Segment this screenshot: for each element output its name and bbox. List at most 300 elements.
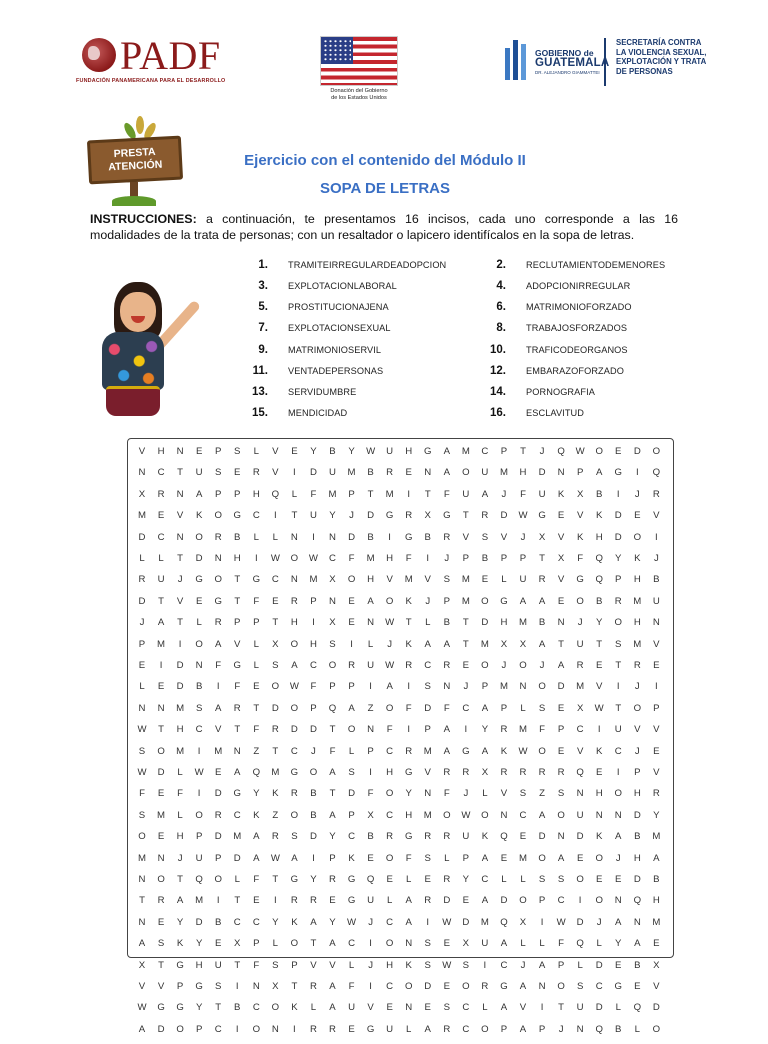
grid-letter[interactable]: V [519,1002,527,1014]
grid-letter[interactable]: T [177,467,184,479]
grid-letter[interactable]: F [253,724,260,736]
grid-letter[interactable]: T [462,510,469,522]
grid-letter[interactable]: R [557,767,565,778]
grid-letter[interactable]: M [652,916,661,928]
grid-letter[interactable]: J [558,1023,564,1035]
grid-letter[interactable]: R [309,895,317,907]
grid-letter[interactable]: M [576,681,585,693]
grid-letter[interactable]: S [576,981,584,992]
grid-letter[interactable]: T [558,1002,565,1014]
grid-letter[interactable]: W [347,916,357,928]
grid-letter[interactable]: R [252,467,260,479]
grid-letter[interactable]: S [424,959,431,971]
grid-letter[interactable]: T [177,617,184,629]
grid-letter[interactable]: N [138,874,146,885]
grid-letter[interactable]: P [253,617,260,629]
grid-letter[interactable]: X [138,959,146,971]
grid-letter[interactable]: M [519,617,527,629]
grid-letter[interactable]: M [423,745,432,757]
grid-letter[interactable]: C [481,446,489,457]
grid-letter[interactable]: P [195,831,203,843]
grid-letter[interactable]: D [652,1002,660,1014]
grid-letter[interactable]: I [350,638,353,650]
grid-letter[interactable]: O [290,702,299,714]
grid-letter[interactable]: N [138,916,146,928]
grid-letter[interactable]: W [385,660,395,671]
grid-letter[interactable]: P [500,446,508,457]
grid-letter[interactable]: Y [348,446,355,457]
grid-letter[interactable]: G [157,1002,165,1014]
grid-letter[interactable]: S [214,467,222,479]
grid-letter[interactable]: V [424,574,431,586]
grid-letter[interactable]: F [215,660,222,671]
grid-letter[interactable]: K [291,1002,298,1014]
grid-letter[interactable]: C [157,531,165,543]
grid-letter[interactable]: F [348,981,355,992]
grid-letter[interactable]: A [214,702,222,714]
grid-letter[interactable]: O [557,809,565,821]
grid-letter[interactable]: P [234,617,241,629]
grid-letter[interactable]: T [215,1002,222,1014]
grid-letter[interactable]: P [348,809,355,821]
grid-letter[interactable]: Q [595,574,603,586]
grid-letter[interactable]: W [137,724,147,736]
grid-letter[interactable]: O [462,467,470,479]
grid-letter[interactable]: J [501,488,507,500]
grid-letter[interactable]: J [596,916,602,928]
grid-letter[interactable]: N [329,595,336,607]
grid-letter[interactable]: O [252,1023,261,1035]
grid-letter[interactable]: I [369,767,372,778]
grid-letter[interactable]: A [329,809,336,821]
grid-letter[interactable]: A [195,488,203,500]
grid-letter[interactable]: M [195,895,204,907]
grid-letter[interactable]: R [443,531,451,543]
grid-letter[interactable]: X [653,959,660,971]
grid-letter[interactable]: R [309,1023,317,1035]
grid-letter[interactable]: C [386,916,394,928]
grid-letter[interactable]: O [404,981,413,992]
grid-letter[interactable]: M [652,831,661,843]
grid-letter[interactable]: Z [539,788,545,800]
grid-letter[interactable]: S [615,638,622,650]
grid-letter[interactable]: M [138,852,146,864]
grid-letter[interactable]: A [214,638,222,650]
grid-letter[interactable]: J [139,617,145,629]
grid-letter[interactable]: W [270,553,280,564]
grid-letter[interactable]: N [633,916,641,928]
grid-letter[interactable]: P [348,681,355,693]
grid-letter[interactable]: Y [462,874,470,885]
grid-letter[interactable]: X [557,553,565,564]
grid-letter[interactable]: O [576,595,584,607]
grid-letter[interactable]: V [557,531,565,543]
grid-letter[interactable]: B [234,531,241,543]
grid-letter[interactable]: B [653,874,660,885]
grid-letter[interactable]: J [387,638,393,650]
grid-letter[interactable]: H [633,574,641,586]
grid-letter[interactable]: W [575,446,585,457]
grid-letter[interactable]: E [234,467,241,479]
grid-letter[interactable]: E [157,681,165,693]
grid-letter[interactable]: O [138,831,146,843]
grid-letter[interactable]: V [214,724,222,736]
grid-letter[interactable]: N [424,788,432,800]
grid-letter[interactable]: P [329,852,336,864]
grid-letter[interactable]: D [576,916,584,928]
grid-letter[interactable]: I [616,767,620,778]
grid-letter[interactable]: V [272,467,279,479]
grid-letter[interactable]: E [157,510,165,522]
grid-letter[interactable]: G [195,574,203,586]
grid-letter[interactable]: G [404,767,413,778]
grid-letter[interactable]: Q [652,467,661,479]
grid-letter[interactable]: E [615,874,622,885]
grid-letter[interactable]: N [195,660,203,671]
grid-letter[interactable]: I [235,981,239,992]
grid-letter[interactable]: Y [405,788,412,800]
grid-letter[interactable]: T [272,617,279,629]
grid-letter[interactable]: I [216,895,220,907]
grid-letter[interactable]: Q [500,831,508,843]
grid-letter[interactable]: W [308,553,318,564]
grid-letter[interactable]: O [595,446,603,457]
grid-letter[interactable]: N [614,895,622,907]
grid-letter[interactable]: A [386,681,393,693]
grid-letter[interactable]: I [407,724,411,736]
grid-letter[interactable]: C [290,745,298,757]
grid-letter[interactable]: O [385,788,394,800]
grid-letter[interactable]: L [253,638,259,650]
grid-letter[interactable]: O [519,895,527,907]
grid-letter[interactable]: T [158,959,164,971]
grid-letter[interactable]: M [385,488,394,500]
grid-letter[interactable]: D [576,831,584,843]
grid-letter[interactable]: L [615,1002,621,1014]
grid-letter[interactable]: A [443,446,450,457]
grid-letter[interactable]: D [309,831,317,843]
grid-letter[interactable]: C [252,1002,260,1014]
grid-letter[interactable]: C [462,1023,470,1035]
grid-letter[interactable]: I [426,553,430,564]
grid-letter[interactable]: D [176,681,184,693]
grid-letter[interactable]: R [652,488,660,500]
grid-letter[interactable]: S [234,446,241,457]
grid-letter[interactable]: B [634,831,641,843]
grid-letter[interactable]: A [157,617,165,629]
grid-letter[interactable]: E [348,1023,355,1035]
grid-letter[interactable]: H [252,488,260,500]
grid-letter[interactable]: V [653,638,660,650]
grid-letter[interactable]: E [595,660,603,671]
grid-letter[interactable]: D [595,959,603,971]
grid-letter[interactable]: R [424,895,432,907]
grid-letter[interactable]: N [424,467,432,479]
grid-letter[interactable]: P [234,488,241,500]
grid-letter[interactable]: E [557,510,565,522]
grid-letter[interactable]: Y [615,553,622,564]
grid-letter[interactable]: A [405,916,412,928]
grid-letter[interactable]: E [253,681,260,693]
grid-letter[interactable]: K [195,510,203,522]
grid-letter[interactable]: X [329,574,336,586]
grid-letter[interactable]: E [348,595,355,607]
grid-letter[interactable]: L [272,531,279,543]
grid-letter[interactable]: B [424,531,431,543]
grid-letter[interactable]: T [253,702,260,714]
grid-letter[interactable]: S [424,938,431,950]
grid-letter[interactable]: E [405,467,412,479]
grid-letter[interactable]: X [519,916,527,928]
grid-letter[interactable]: E [653,938,660,950]
grid-letter[interactable]: G [252,574,261,586]
grid-letter[interactable]: P [176,981,184,992]
grid-letter[interactable]: L [539,938,545,950]
grid-letter[interactable]: P [329,681,336,693]
grid-letter[interactable]: U [538,488,546,500]
grid-letter[interactable]: E [481,574,489,586]
grid-letter[interactable]: J [577,617,583,629]
grid-letter[interactable]: T [272,745,279,757]
grid-letter[interactable]: U [214,959,222,971]
grid-letter[interactable]: L [520,702,526,714]
grid-letter[interactable]: V [424,767,431,778]
grid-letter[interactable]: R [633,660,641,671]
grid-letter[interactable]: H [290,617,298,629]
grid-letter[interactable]: E [615,959,622,971]
grid-letter[interactable]: C [519,809,527,821]
grid-letter[interactable]: T [596,638,603,650]
grid-letter[interactable]: R [309,981,317,992]
grid-letter[interactable]: O [157,745,165,757]
grid-letter[interactable]: I [407,488,411,500]
grid-letter[interactable]: G [214,595,222,607]
grid-letter[interactable]: I [483,959,487,971]
grid-letter[interactable]: E [462,895,470,907]
grid-letter[interactable]: D [538,831,546,843]
grid-letter[interactable]: E [272,595,279,607]
grid-letter[interactable]: B [615,1023,622,1035]
grid-letter[interactable]: O [271,1002,280,1014]
grid-letter[interactable]: D [424,702,432,714]
grid-letter[interactable]: P [462,553,470,564]
grid-letter[interactable]: S [557,874,565,885]
grid-letter[interactable]: J [539,660,545,671]
grid-letter[interactable]: R [481,981,489,992]
grid-letter[interactable]: U [195,467,203,479]
grid-letter[interactable]: C [195,724,203,736]
grid-letter[interactable]: T [177,874,184,885]
grid-letter[interactable]: L [520,938,526,950]
grid-letter[interactable]: D [500,510,508,522]
grid-letter[interactable]: P [214,488,222,500]
grid-letter[interactable]: N [557,617,565,629]
grid-letter[interactable]: R [538,574,546,586]
grid-letter[interactable]: E [157,916,165,928]
grid-letter[interactable]: I [274,510,277,522]
grid-letter[interactable]: V [557,574,565,586]
grid-letter[interactable]: C [233,916,241,928]
grid-letter[interactable]: X [367,809,374,821]
grid-letter[interactable]: V [138,981,146,992]
grid-letter[interactable]: L [272,938,279,950]
grid-letter[interactable]: R [214,809,222,821]
grid-letter[interactable]: A [138,1023,146,1035]
grid-letter[interactable]: D [214,788,222,800]
grid-letter[interactable]: R [614,595,622,607]
grid-letter[interactable]: S [538,702,546,714]
grid-letter[interactable]: C [500,959,508,971]
grid-letter[interactable]: E [634,981,641,992]
grid-letter[interactable]: R [290,788,298,800]
grid-letter[interactable]: T [234,895,241,907]
grid-letter[interactable]: E [634,510,641,522]
grid-letter[interactable]: J [177,574,183,586]
grid-letter[interactable]: T [310,938,317,950]
grid-letter[interactable]: F [443,702,450,714]
grid-letter[interactable]: C [271,574,279,586]
grid-letter[interactable]: D [614,531,622,543]
grid-letter[interactable]: N [557,467,565,479]
grid-letter[interactable]: I [369,681,372,693]
grid-letter[interactable]: T [234,595,241,607]
grid-letter[interactable]: A [329,938,336,950]
grid-letter[interactable]: O [157,874,165,885]
grid-letter[interactable]: O [519,660,527,671]
grid-letter[interactable]: O [633,531,642,543]
grid-letter[interactable]: Q [595,553,603,564]
grid-letter[interactable]: D [538,467,546,479]
grid-letter[interactable]: R [405,510,413,522]
grid-letter[interactable]: B [310,788,317,800]
grid-letter[interactable]: S [272,660,279,671]
grid-letter[interactable]: X [272,638,279,650]
grid-letter[interactable]: L [253,446,259,457]
grid-letter[interactable]: A [234,767,241,778]
grid-letter[interactable]: O [481,809,489,821]
grid-letter[interactable]: C [252,916,260,928]
grid-letter[interactable]: B [443,617,450,629]
grid-letter[interactable]: L [634,1023,640,1035]
grid-letter[interactable]: E [653,660,660,671]
grid-letter[interactable]: P [500,553,508,564]
grid-letter[interactable]: D [233,852,241,864]
grid-letter[interactable]: M [271,767,280,778]
grid-letter[interactable]: M [366,553,375,564]
grid-letter[interactable]: I [197,788,201,800]
grid-letter[interactable]: H [309,638,317,650]
grid-letter[interactable]: N [576,788,584,800]
grid-letter[interactable]: O [309,767,318,778]
grid-letter[interactable]: X [576,702,584,714]
grid-letter[interactable]: J [463,681,469,693]
grid-letter[interactable]: F [577,553,584,564]
grid-letter[interactable]: A [538,638,546,650]
grid-letter[interactable]: D [500,895,508,907]
grid-letter[interactable]: O [290,553,299,564]
grid-letter[interactable]: T [329,724,336,736]
grid-letter[interactable]: L [253,660,259,671]
grid-letter[interactable]: O [385,852,394,864]
grid-letter[interactable]: J [653,553,659,564]
grid-letter[interactable]: E [424,1002,431,1014]
grid-letter[interactable]: N [138,467,146,479]
grid-letter[interactable]: P [138,638,146,650]
grid-letter[interactable]: P [367,745,374,757]
grid-letter[interactable]: E [157,788,165,800]
grid-letter[interactable]: R [386,467,394,479]
grid-letter[interactable]: A [615,916,622,928]
grid-letter[interactable]: E [253,895,260,907]
grid-letter[interactable]: E [557,745,565,757]
grid-letter[interactable]: V [386,574,393,586]
grid-letter[interactable]: G [500,595,508,607]
grid-letter[interactable]: F [405,702,412,714]
grid-letter[interactable]: H [176,724,184,736]
grid-letter[interactable]: T [539,553,545,564]
grid-letter[interactable]: M [328,488,337,500]
grid-letter[interactable]: E [443,938,450,950]
grid-letter[interactable]: M [176,745,185,757]
grid-letter[interactable]: I [274,895,277,907]
grid-letter[interactable]: T [234,959,241,971]
grid-letter[interactable]: V [653,510,660,522]
grid-letter[interactable]: V [500,788,508,800]
grid-letter[interactable]: P [310,702,317,714]
grid-letter[interactable]: L [577,959,583,971]
grid-letter[interactable]: N [538,981,546,992]
grid-letter[interactable]: W [442,959,452,971]
grid-letter[interactable]: B [310,809,317,821]
grid-letter[interactable]: P [615,574,622,586]
grid-letter[interactable]: N [329,531,336,543]
grid-letter[interactable]: P [557,959,565,971]
grid-letter[interactable]: D [595,1002,603,1014]
grid-letter[interactable]: P [576,467,584,479]
grid-letter[interactable]: E [157,831,165,843]
grid-letter[interactable]: P [443,595,450,607]
grid-letter[interactable]: M [461,595,470,607]
grid-letter[interactable]: T [520,446,526,457]
grid-letter[interactable]: V [500,531,508,543]
grid-letter[interactable]: R [405,745,413,757]
grid-letter[interactable]: N [157,852,165,864]
grid-letter[interactable]: U [386,1023,394,1035]
grid-letter[interactable]: G [347,895,356,907]
grid-letter[interactable]: R [481,510,489,522]
grid-letter[interactable]: W [594,702,604,714]
grid-letter[interactable]: I [235,1023,239,1035]
grid-letter[interactable]: T [558,638,565,650]
grid-letter[interactable]: L [406,874,412,885]
grid-letter[interactable]: V [176,595,184,607]
grid-letter[interactable]: T [424,488,431,500]
grid-letter[interactable]: F [539,724,545,736]
grid-letter[interactable]: R [290,595,298,607]
grid-letter[interactable]: S [195,702,203,714]
grid-letter[interactable]: E [348,617,355,629]
grid-letter[interactable]: A [519,981,527,992]
grid-letter[interactable]: T [462,617,469,629]
grid-letter[interactable]: P [195,1023,203,1035]
grid-letter[interactable]: O [481,595,489,607]
grid-letter[interactable]: J [634,745,640,757]
grid-letter[interactable]: E [367,852,374,864]
grid-letter[interactable]: L [177,809,183,821]
grid-letter[interactable]: Y [310,874,317,885]
grid-letter[interactable]: N [290,574,298,586]
grid-letter[interactable]: A [481,702,489,714]
